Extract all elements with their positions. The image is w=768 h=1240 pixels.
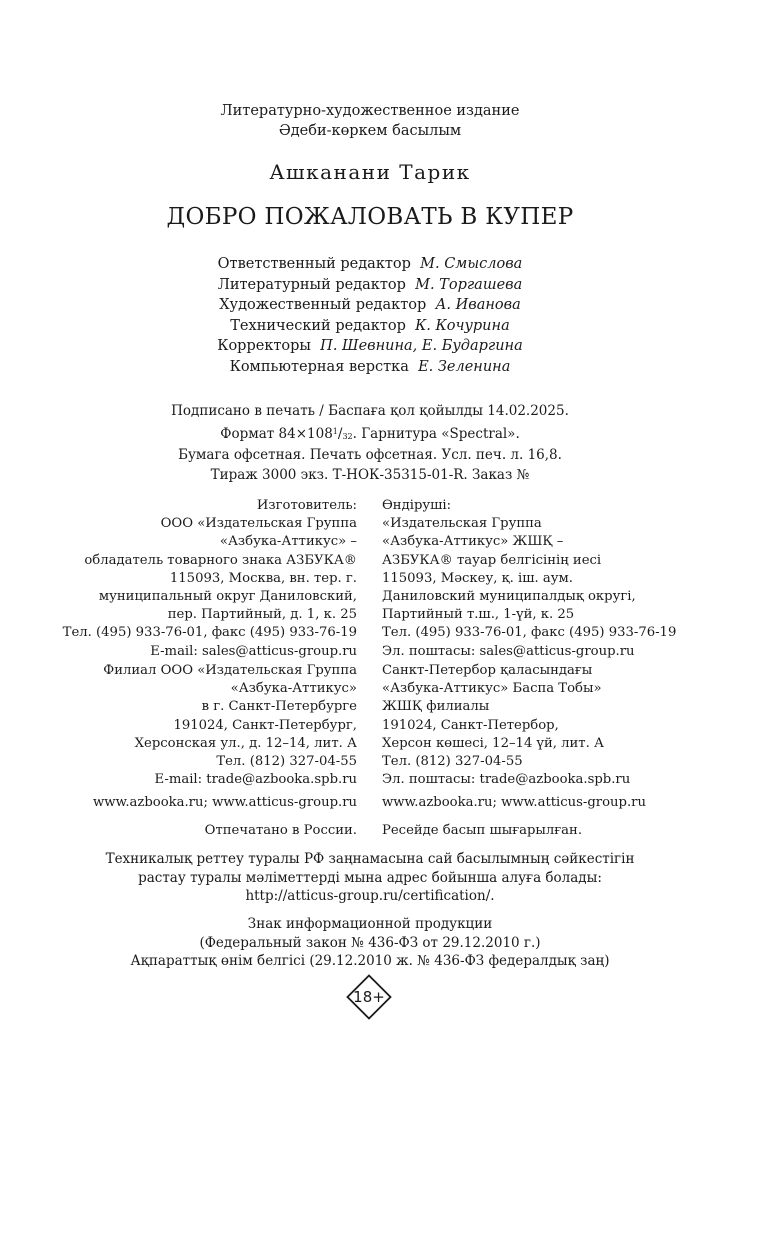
format-suffix: . Гарнитура «Spectral».: [352, 425, 520, 442]
manufacturer-ru-line: обладатель товарного знака АЗБУКА®: [84, 552, 357, 568]
manufacturer-ru-line: Тел. (495) 933-76-01, факс (495) 933-76-19: [62, 625, 357, 641]
print-format: [0, 422, 740, 447]
manufacturer-ru-line: «Азбука-Аттикус» –: [219, 534, 357, 550]
websites-kz: www.azbooka.ru; www.atticus-group.ru: [382, 795, 646, 810]
book-title: ДОБРО ПОЖАЛОВАТЬ В КУПЕР: [166, 204, 574, 230]
format-prefix: Формат 84×108: [220, 425, 333, 442]
tech-regulation-line: растау туралы мәліметтерді мына адрес бойынша алуға болады:: [138, 869, 602, 886]
credit-line: [0, 316, 740, 337]
branch-ru-line: Филиал ООО «Издательская Группа: [103, 663, 357, 678]
print-signed: Подписано в печать / Баспаға қол қойылды 14.02.2025.: [171, 403, 569, 419]
branch-kz-line: Санкт-Петербор қаласындағы: [382, 663, 593, 678]
publication-type-kz: Әдеби-көркем басылым: [278, 123, 462, 139]
manufacturer-kz-line: АЗБУКА® тауар белгісінің иесі: [382, 552, 602, 568]
credit-role: Литературный редактор: [217, 276, 406, 293]
branch-kz-line: ЖШҚ филиалы: [382, 699, 490, 715]
credit-role: Компьютерная верстка: [229, 358, 409, 375]
tech-regulation-note: [0, 850, 740, 906]
branch-kz-line: «Азбука-Аттикус» Баспа Тобы»: [382, 681, 602, 697]
manufacturer-ru-line: муниципальный округ Даниловский,: [98, 589, 357, 605]
branch-ru-line: Тел. (812) 327-04-55: [216, 754, 357, 770]
branch-ru-line: Херсонская ул., д. 12–14, лит. А: [134, 735, 357, 751]
credit-role: Корректоры: [217, 338, 311, 354]
credit-line: [0, 336, 740, 357]
credit-name: К. Кочурина: [415, 317, 510, 334]
websites-ru: www.azbooka.ru; www.atticus-group.ru: [93, 795, 357, 810]
format-denominator: 32: [342, 431, 353, 441]
publication-type-ru: Литературно-художественное издание: [220, 103, 520, 119]
manufacturer-kz-line: Даниловский муниципалдық округі,: [382, 589, 636, 605]
credit-name: М. Смыслова: [420, 256, 523, 272]
manufacturer-kz-line: «Издательская Группа: [382, 516, 542, 532]
credit-role: Технический редактор: [230, 317, 406, 334]
credit-line: [0, 295, 740, 316]
credit-line: [0, 357, 740, 378]
branch-kz-email: Эл. поштасы: trade@azbooka.spb.ru: [382, 772, 631, 788]
manufacturer-kz-line: 115093, Мәскеу, қ. іш. аум.: [382, 570, 573, 586]
age-rating-badge: [346, 974, 392, 1020]
manufacturer-ru-email: E-mail: sales@atticus-group.ru: [150, 643, 357, 659]
editorial-credits: [0, 254, 740, 377]
publication-type: [0, 101, 740, 141]
branch-ru-line: «Азбука-Аттикус»: [230, 681, 357, 697]
printed-in-kz: Ресейде басып шығарылған.: [382, 823, 583, 838]
manufacturer-ru-line: пер. Партийный, д. 1, к. 25: [167, 607, 357, 623]
branch-ru-line: в г. Санкт-Петербурге: [201, 699, 357, 715]
age-rating-label: 18+: [353, 988, 385, 1006]
branch-kz-line: 191024, Санкт-Петербор,: [382, 717, 559, 733]
manufacturer-ru: [60, 497, 357, 661]
info-product-sign: [0, 915, 740, 971]
branch-ru-email: E-mail: trade@azbooka.spb.ru: [154, 772, 357, 788]
certification-url: http://atticus-group.ru/certification/.: [245, 888, 495, 904]
branch-kz-line: Херсон көшесі, 12–14 үй, лит. А: [382, 735, 604, 751]
manufacturer-kz-email: Эл. поштасы: sales@atticus-group.ru: [382, 643, 635, 659]
print-circulation: Тираж 3000 экз. Т-НОК-35315-01-R. Заказ №: [210, 466, 530, 483]
branch-ru-line: 191024, Санкт-Петербург,: [173, 717, 357, 733]
branch-kz: [382, 662, 682, 789]
manufacturer-ru-line: Изготовитель:: [256, 498, 357, 513]
manufacturer-kz-line: Өндіруші:: [382, 498, 452, 513]
manufacturer-kz: [382, 497, 682, 661]
info-sign-line: (Федеральный закон № 436-ФЗ от 29.12.2010 г.): [199, 934, 541, 951]
info-sign-line: Знак информационной продукции: [247, 916, 493, 932]
info-sign-line: Ақпараттық өнім белгісі (29.12.2010 ж. № 436-ФЗ федералдық заң): [130, 953, 610, 969]
format-numerator: 1: [332, 426, 338, 436]
print-info: [0, 402, 740, 485]
format-fraction: $^1/_{32}$: [332, 425, 353, 442]
manufacturer-kz-line: Партийный т.ш., 1-үй, к. 25: [382, 607, 575, 623]
credit-name: А. Иванова: [435, 297, 521, 313]
manufacturer-ru-line: ООО «Издательская Группа: [160, 516, 357, 532]
tech-regulation-line: Техникалық реттеу туралы РФ заңнамасына сай басылымның сәйкестігін: [105, 851, 635, 867]
credit-role: Ответственный редактор: [217, 256, 411, 272]
credit-line: [0, 254, 740, 275]
manufacturer-ru-line: 115093, Москва, вн. тер. г.: [169, 570, 357, 586]
manufacturer-kz-line: «Азбука-Аттикус» ЖШҚ –: [382, 534, 564, 550]
print-paper: Бумага офсетная. Печать офсетная. Усл. печ. л. 16,8.: [178, 447, 562, 463]
credit-name: П. Шевнина, Е. Бударгина: [320, 338, 523, 354]
branch-kz-line: Тел. (812) 327-04-55: [382, 754, 523, 770]
branch-ru: [60, 662, 357, 789]
manufacturer-kz-line: Тел. (495) 933-76-01, факс (495) 933-76-19: [382, 625, 677, 641]
author-name: Ашканани Тарик: [269, 160, 471, 184]
credit-role: Художественный редактор: [219, 297, 427, 313]
credit-line: [0, 275, 740, 296]
credit-name: М. Торгашева: [415, 276, 523, 293]
printed-in-ru: Отпечатано в России.: [204, 823, 357, 838]
credit-name: Е. Зеленина: [418, 358, 511, 375]
